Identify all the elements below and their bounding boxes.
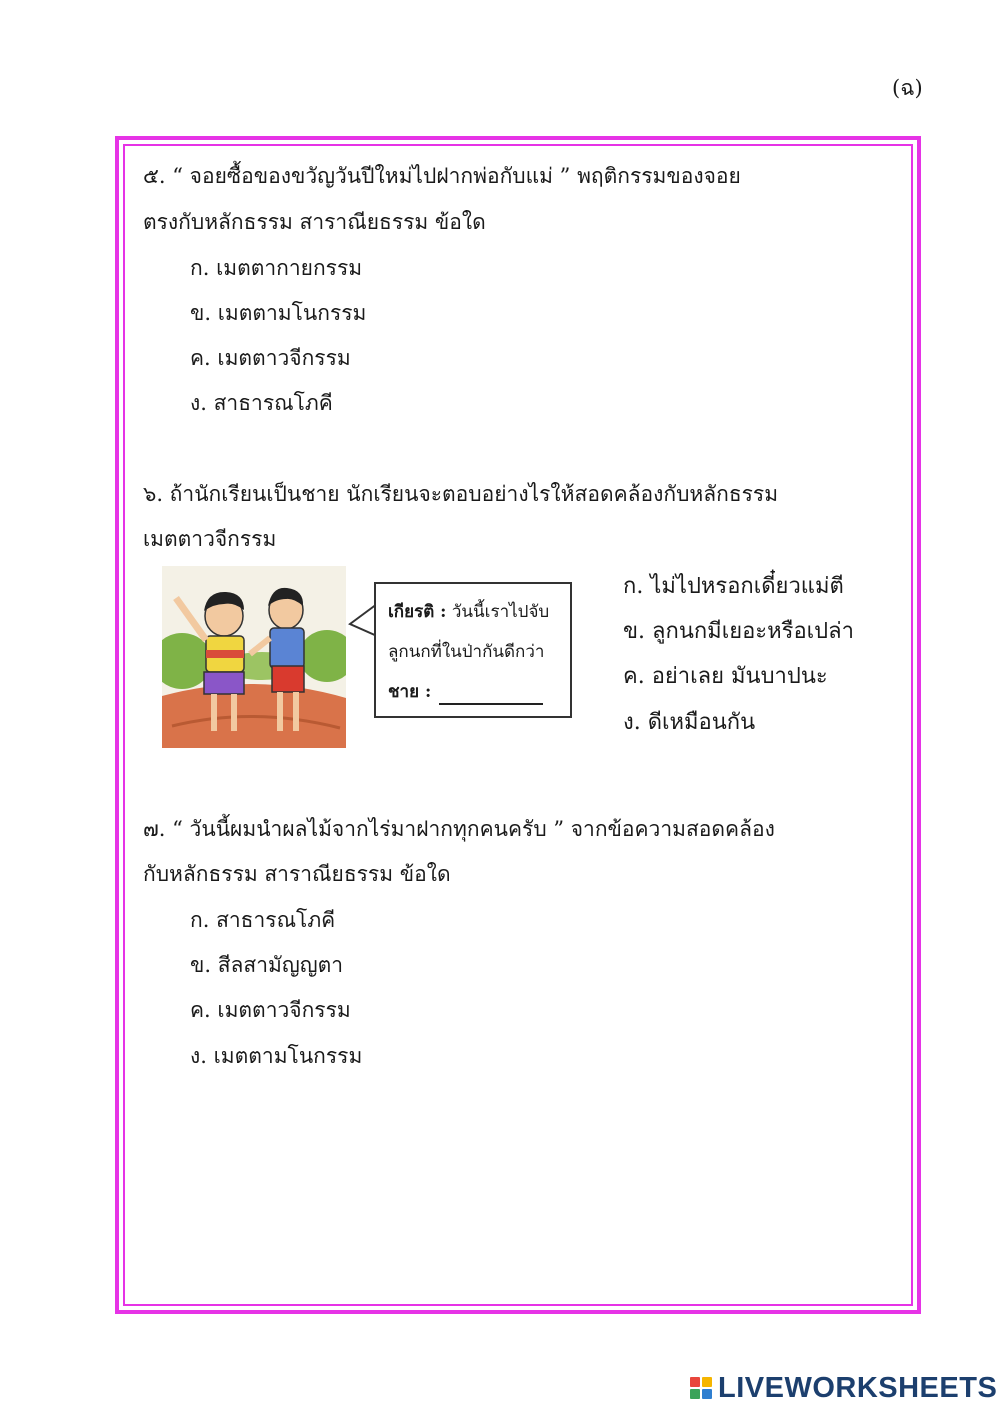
speaker-kiat: เกียรติ : xyxy=(388,602,447,622)
liveworksheets-brand xyxy=(690,1370,997,1406)
q7-option-b[interactable]: ข. สีลสามัญญตา xyxy=(190,953,344,977)
q5-option-c[interactable]: ค. เมตตาวจีกรรม xyxy=(190,346,351,370)
speech-bubble xyxy=(374,582,572,718)
bubble-line1 xyxy=(388,598,549,625)
answer-blank[interactable] xyxy=(439,685,543,705)
speaker-chai: ชาย : xyxy=(388,682,432,702)
page-number: (ฉ) xyxy=(892,76,923,100)
q6-stem-line2: เมตตาวจีกรรม xyxy=(143,527,277,551)
bubble-text1: วันนี้เราไปจับ xyxy=(446,602,550,622)
q6-option-b[interactable]: ข. ลูกนกมีเยอะหรือเปล่า xyxy=(623,619,854,644)
q7-stem-line2: กับหลักธรรม สาราณียธรรม ข้อใด xyxy=(143,862,451,886)
q6-stem-line1: ๖. ถ้านักเรียนเป็นชาย นักเรียนจะตอบอย่างไรให้สอดคล้องกับหลักธรรม xyxy=(143,482,779,506)
q5-option-b[interactable]: ข. เมตตามโนกรรม xyxy=(190,301,367,325)
brand-name: LIVEWORKSHEETS xyxy=(718,1371,998,1404)
q5-stem-line1: ๕. “ จอยซื้อของขวัญวันปีใหม่ไปฝากพ่อกับแม่ ” พฤติกรรมของจอย xyxy=(143,164,741,188)
bubble-line3 xyxy=(388,678,543,705)
q5-option-a[interactable]: ก. เมตตากายกรรม xyxy=(190,256,363,280)
q7-stem-line1: ๗. “ วันนี้ผมนำผลไม้จากไร่มาฝากทุกคนครับ ” จากข้อความสอดคล้อง xyxy=(143,817,775,841)
liveworksheets-logo-icon xyxy=(690,1377,712,1399)
q5-stem-line2: ตรงกับหลักธรรม สาราณียธรรม ข้อใด xyxy=(143,210,486,234)
q7-option-a[interactable]: ก. สาธารณโภคี xyxy=(190,908,336,932)
bubble-line2: ลูกนกที่ในป่ากันดีกว่า xyxy=(388,642,545,662)
q6-option-d[interactable]: ง. ดีเหมือนกัน xyxy=(623,710,756,735)
q5-option-d[interactable]: ง. สาธารณโภคี xyxy=(190,391,333,415)
q7-option-d[interactable]: ง. เมตตามโนกรรม xyxy=(190,1044,363,1068)
q7-option-c[interactable]: ค. เมตตาวจีกรรม xyxy=(190,998,351,1022)
q6-option-c[interactable]: ค. อย่าเลย มันบาปนะ xyxy=(623,664,828,689)
two-boys-illustration xyxy=(162,566,346,748)
q6-option-a[interactable]: ก. ไม่ไปหรอกเดี๋ยวแม่ตี xyxy=(623,574,844,599)
